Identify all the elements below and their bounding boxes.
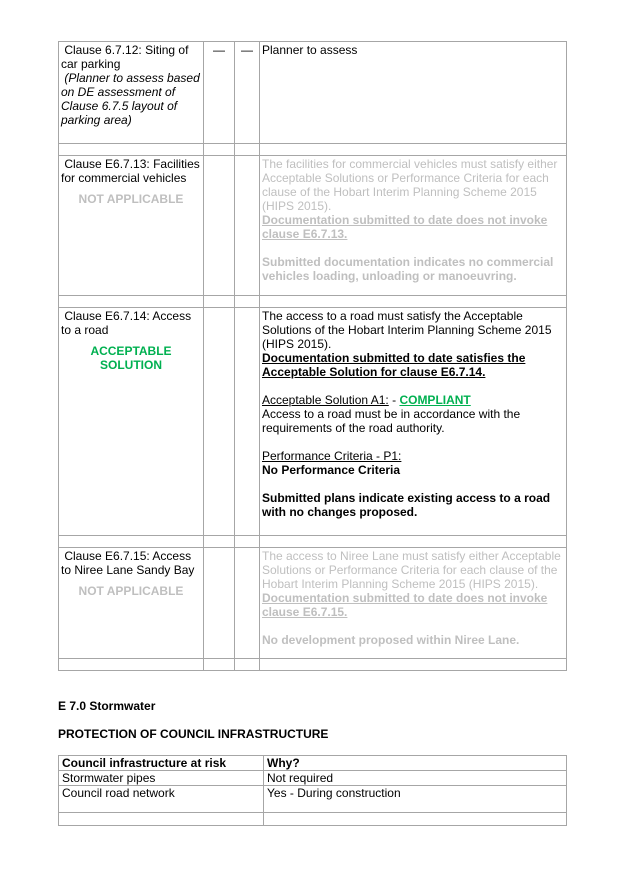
spacer-row: [59, 659, 567, 671]
dash-cell: —: [235, 42, 260, 144]
table-row: [59, 308, 567, 536]
table-row: [59, 786, 567, 813]
table-cell: Not required: [264, 771, 567, 786]
table-row: [59, 156, 567, 296]
column-header: Why?: [264, 756, 567, 771]
spacer-row: [59, 813, 567, 826]
assessment-cell: [260, 156, 567, 296]
finding-text: Submitted documentation indicates no commercial vehicles loading, unloading or manoeuvring.: [262, 255, 554, 283]
doc-statement: Documentation submitted to date satisfies the Acceptable Solution for clause E6.7.14.: [262, 351, 526, 379]
table-cell: Yes - During construction: [264, 786, 567, 813]
spacer-row: [59, 536, 567, 548]
status-badge: NOT APPLICABLE: [78, 192, 184, 206]
requirement-text: The access to Niree Lane must satisfy either Acceptable Solutions or Performance Criteria for each clause of the Hobart Interim Planning Scheme 2015 (HIPS 2015).: [262, 549, 561, 591]
assessment-cell: [260, 308, 567, 536]
infrastructure-table: [58, 755, 567, 826]
clause-cell: [59, 156, 204, 296]
requirement-text: The facilities for commercial vehicles must satisfy either Acceptable Solutions or Performance Criteria for each clause of the Hobart Interim Planning Scheme 2015 (HIPS 2015).: [262, 157, 558, 213]
clause-cell: [59, 42, 204, 144]
table-row: [59, 771, 567, 786]
spacer-row: [59, 296, 567, 308]
column-header: Council infrastructure at risk: [59, 756, 264, 771]
clause-title: Clause 6.7.12: Siting of car parking: [61, 43, 189, 71]
doc-statement: Documentation submitted to date does not invoke clause E6.7.15.: [262, 591, 548, 619]
performance-criteria-text: No Performance Criteria: [262, 463, 401, 477]
acceptable-solution-label: Acceptable Solution A1:: [262, 393, 389, 407]
clause-assessment-table: [58, 41, 567, 671]
spacer-row: [59, 144, 567, 156]
table-row: [59, 42, 567, 144]
doc-statement: Documentation submitted to date does not invoke clause E6.7.13.: [262, 213, 548, 241]
performance-criteria-label: Performance Criteria - P1:: [262, 449, 402, 463]
finding-text: Submitted plans indicate existing access to a road with no changes proposed.: [262, 491, 551, 519]
requirement-text: The access to a road must satisfy the Acceptable Solutions of the Hobart Interim Planning Scheme 2015 (HIPS 2015).: [262, 309, 552, 351]
table-cell: Council road network: [59, 786, 264, 813]
assessment-cell: [260, 548, 567, 659]
dash-cell: —: [204, 42, 235, 144]
clause-title: Clause E6.7.13: Facilities for commercial vehicles: [61, 157, 200, 185]
status-badge: NOT APPLICABLE: [78, 584, 184, 598]
assessment-cell: Planner to assess: [260, 42, 567, 144]
clause-cell: [59, 548, 204, 659]
table-header-row: [59, 756, 567, 771]
clause-title: Clause E6.7.14: Access to a road: [61, 309, 192, 337]
clause-note: (Planner to assess based on DE assessment of Clause 6.7.5 layout of parking area): [61, 71, 200, 127]
subsection-heading: PROTECTION OF COUNCIL INFRASTRUCTURE: [58, 727, 329, 741]
finding-text: No development proposed within Niree Lane.: [262, 633, 520, 647]
section-heading: E 7.0 Stormwater: [58, 699, 156, 713]
table-cell: Stormwater pipes: [59, 771, 264, 786]
status-badge: ACCEPTABLE SOLUTION: [90, 344, 172, 372]
separator: -: [388, 393, 400, 407]
compliance-status: COMPLIANT: [399, 393, 471, 407]
clause-cell: [59, 308, 204, 536]
clause-title: Clause E6.7.15: Access to Niree Lane Sandy Bay: [61, 549, 195, 577]
table-row: [59, 548, 567, 659]
acceptable-solution-text: Access to a road must be in accordance with the requirements of the road authority.: [262, 407, 521, 435]
